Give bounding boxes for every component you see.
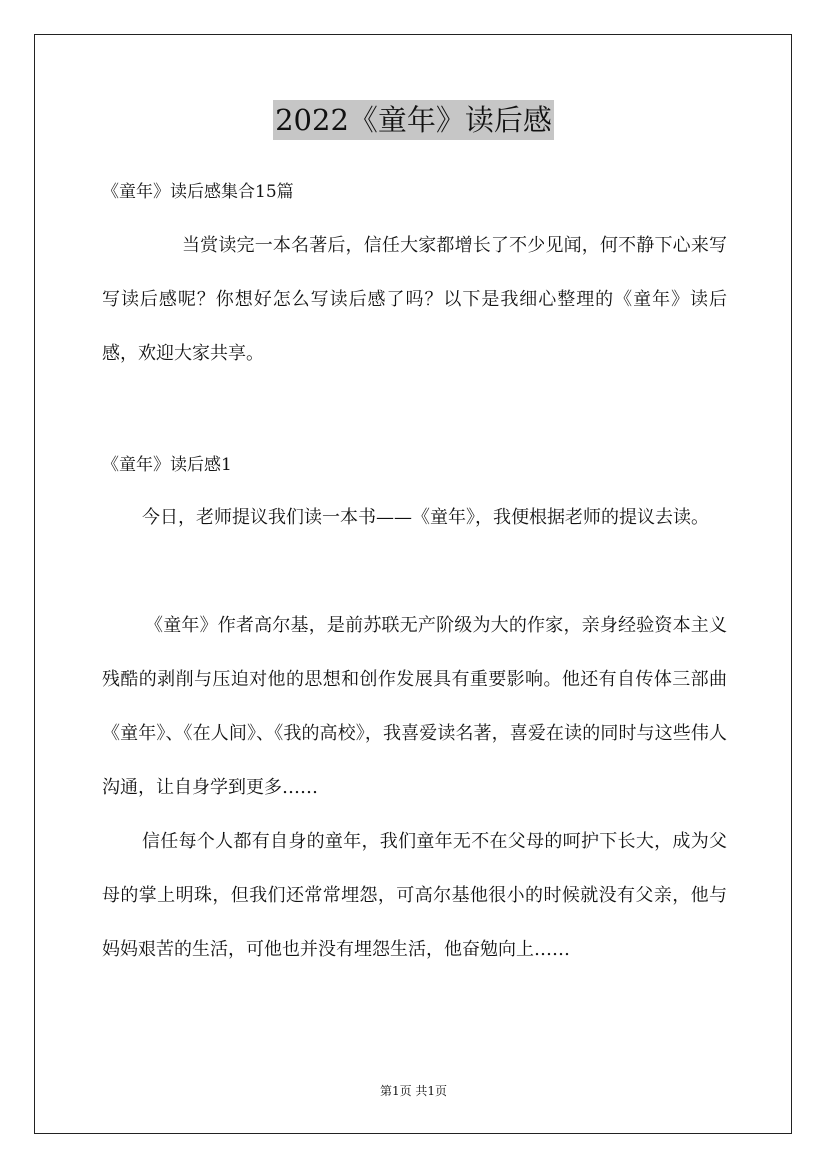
body-paragraph-2: 《童年》作者高尔基，是前苏联无产阶级为大的作家，亲身经验资本主义残酷的剥削与压迫对他的思想和创作发展具有重要影响。他还有自传体三部曲《童年》、《在人间》、《我的高校》，我喜爱读名著，喜爱在读的同时与这些伟人沟通，让自身学到更多…… bbox=[102, 615, 727, 798]
document-subtitle: 《童年》读后感集合15篇 bbox=[102, 182, 294, 202]
document-title-text: 2022《童年》读后感 bbox=[273, 100, 554, 140]
intro-paragraph: 当赏读完一本名著后，信任大家都增长了不少见闻，何不静下心来写写读后感呢？你想好怎么写读后感了吗？以下是我细心整理的《童年》读后感，欢迎大家共享。 bbox=[102, 235, 727, 364]
page-number-label: 第1页 共1页 bbox=[379, 1084, 448, 1098]
section-title: 《童年》读后感1 bbox=[102, 455, 232, 475]
page-footer bbox=[0, 1083, 827, 1099]
body-paragraph-3: 信任每个人都有自身的童年，我们童年无不在父母的呵护下长大，成为父母的掌上明珠，但我们还常常埋怨，可高尔基他很小的时候就没有父亲，他与妈妈艰苦的生活，可他也并没有埋怨生活，他奋勉向上…… bbox=[102, 831, 727, 960]
body-paragraph-1: 今日，老师提议我们读一本书——《童年》，我便根据老师的提议去读。 bbox=[142, 507, 709, 528]
document-title bbox=[0, 100, 827, 140]
